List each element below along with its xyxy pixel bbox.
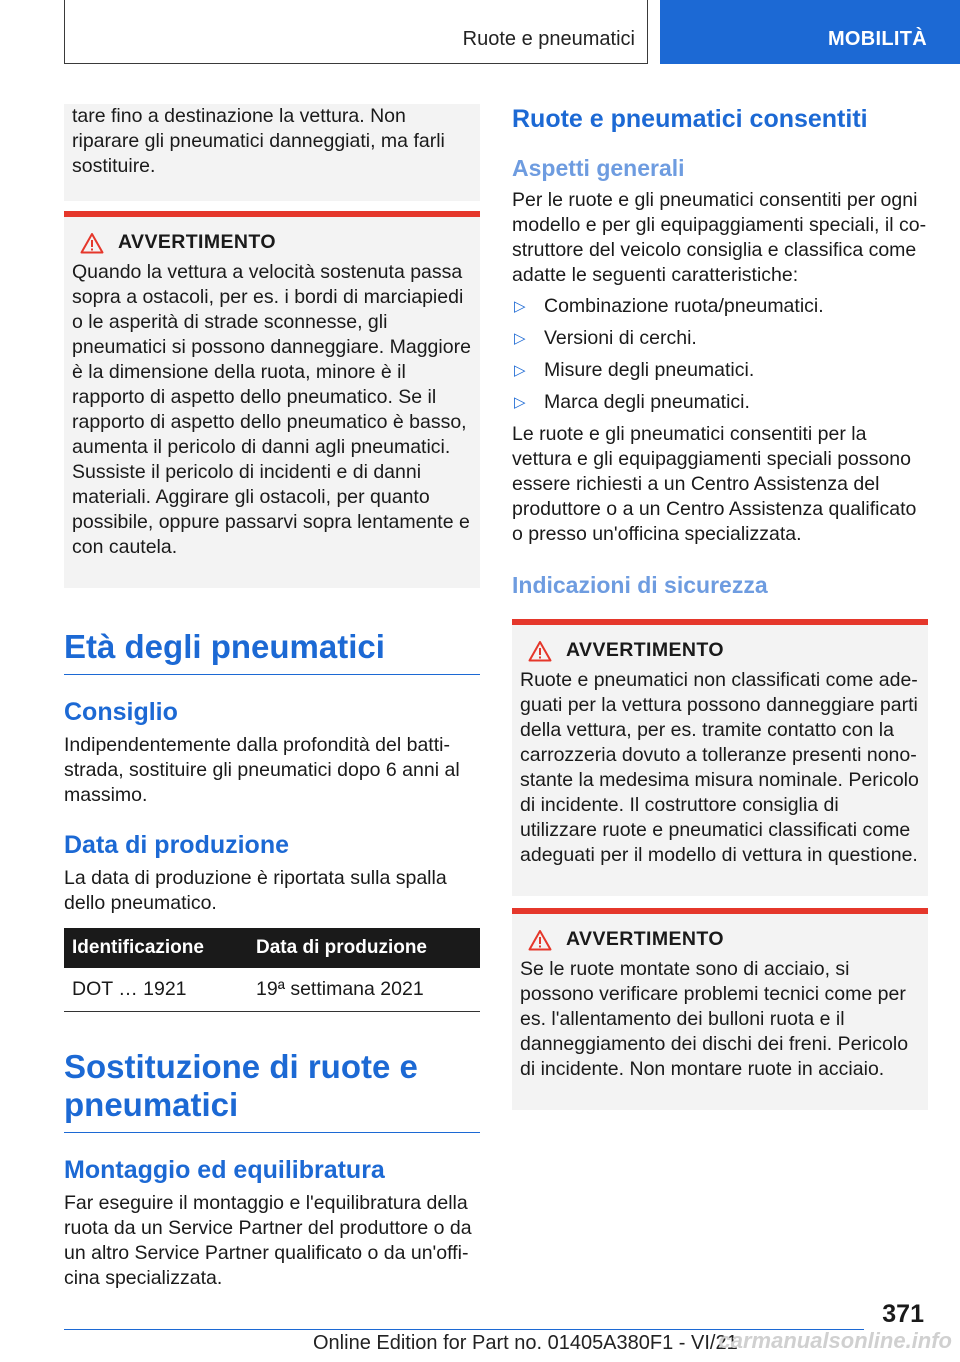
list-item: ▷ Marca degli pneumatici.	[514, 391, 750, 413]
list-item: ▷ Misure degli pneumatici.	[514, 359, 755, 381]
warning-triangle-icon	[528, 640, 552, 662]
chapter-tab[interactable]	[660, 0, 960, 64]
page-number: 371	[882, 1300, 924, 1328]
general-text: Per le ruote e gli pneumatici consentiti per ogni modello e per gli equipaggiamenti speciali, il costruttore del veicolo consiglia e classifica come adatte le seguenti caratteristiche:	[512, 189, 927, 286]
tire-age-heading: Età degli pneumatici	[64, 628, 480, 675]
warning-box-1	[64, 211, 480, 588]
mounting-heading: Montaggio ed equilibratura	[64, 1156, 385, 1184]
warning-box-3	[512, 908, 928, 1110]
table-header: Data di produzione	[248, 928, 480, 968]
warning-triangle-icon	[528, 929, 552, 951]
warning-title: AVVERTIMENTO	[566, 639, 724, 661]
warning-box-2	[512, 619, 928, 896]
replacement-heading: Sostituzione di ruote e pneumatici	[64, 1048, 480, 1133]
production-date-table	[64, 928, 480, 1012]
production-date-heading: Data di produzione	[64, 831, 289, 859]
table-header: Identificazione	[64, 928, 248, 968]
features-list	[512, 294, 928, 415]
advice-text: Indipendentemente dalla profondità del battistrada, sostituire gli pneumatici dopo 6 anni al massimo.	[64, 734, 460, 806]
warning-title: AVVERTIMENTO	[118, 231, 276, 253]
carryover-box	[64, 104, 480, 201]
left-column	[64, 104, 480, 1291]
table-cell: DOT … 1921	[64, 968, 248, 1012]
watermark: carmanualsonline.info	[718, 1328, 952, 1353]
right-column	[512, 104, 928, 1110]
triangle-bullet-icon: ▷	[514, 362, 526, 379]
advice-heading: Consiglio	[64, 698, 178, 726]
triangle-bullet-icon: ▷	[514, 298, 526, 315]
production-date-text: La data di produzione è riportata sulla spalla dello pneumatico.	[64, 867, 447, 914]
mounting-text: Far eseguire il montaggio e l'equilibratura della ruota da un Service Partner del produttore o da un altro Service Partner qualificato o da un'officina specializzata.	[64, 1192, 472, 1289]
list-item: ▷ Combinazione ruota/pneumatici.	[514, 295, 824, 317]
section-title: Ruote e pneumatici	[462, 28, 635, 50]
footer-edition: Online Edition for Part no. 01405A380F1 - VI/21	[313, 1332, 738, 1354]
general-heading: Aspetti generali	[512, 155, 685, 181]
warning-text: Se le ruote montate sono di acciaio, si possono verificare problemi tecnici come per es. l'allentamento dei bulloni ruota e il danneggiamento dei dischi dei freni. Pericolo di incidente. Non montare ruote in acciaio.	[520, 958, 909, 1080]
triangle-bullet-icon: ▷	[514, 330, 526, 347]
warning-text: Ruote e pneumatici non classificati come adeguati per la vettura possono danneggiare parti della vettura, per es. tramite contatto con la carrozzeria dovuto a tolleranze presenti nonostante la medesima misura nominale. Pericolo di incidente. Il costruttore consiglia di utilizzare ruote e pneumatici classificati come adeguati per il modello di vettura in questione.	[520, 669, 919, 866]
list-item: ▷ Versioni di cerchi.	[514, 327, 697, 349]
allowed-wheels-heading: Ruote e pneumatici consentiti	[512, 105, 868, 133]
availability-text: Le ruote e gli pneumatici consentiti per la vettura e gli equipaggiamenti speciali possono essere richiesti a un Centro Assistenza del produttore o a un Centro Assistenza qualificato o presso un'officina specializzata.	[512, 423, 917, 545]
table-cell: 19ª settimana 2021	[248, 968, 480, 1012]
warning-triangle-icon	[80, 232, 104, 254]
safety-heading: Indicazioni di sicurezza	[512, 572, 768, 598]
header-frame	[64, 0, 648, 64]
carryover-text: tare fino a destinazione la vettura. Non riparare gli pneumatici danneggiati, ma farli sostituire.	[72, 105, 445, 177]
table-row	[64, 968, 480, 1012]
warning-text: Quando la vettura a velocità sostenuta passa sopra a ostacoli, per es. i bordi di marciapiedi o le asperità di strade sconnesse, gli pneumatici si possono danneggiare. Maggiore è la dimensione della ruota, minore è il rapporto di aspetto dello pneumatico. Se il rapporto di aspetto dello pneumatico è basso, aumenta il pericolo di danni agli pneumatici. Sussiste il pericolo di incidenti e di danni materiali. Aggirare gli ostacoli, per quanto possibile, oppure passarvi sopra lentamente e con cautela.	[72, 261, 471, 558]
chapter-tab-label: MOBILITÀ	[827, 28, 927, 50]
warning-title: AVVERTIMENTO	[566, 928, 724, 950]
triangle-bullet-icon: ▷	[514, 394, 526, 411]
